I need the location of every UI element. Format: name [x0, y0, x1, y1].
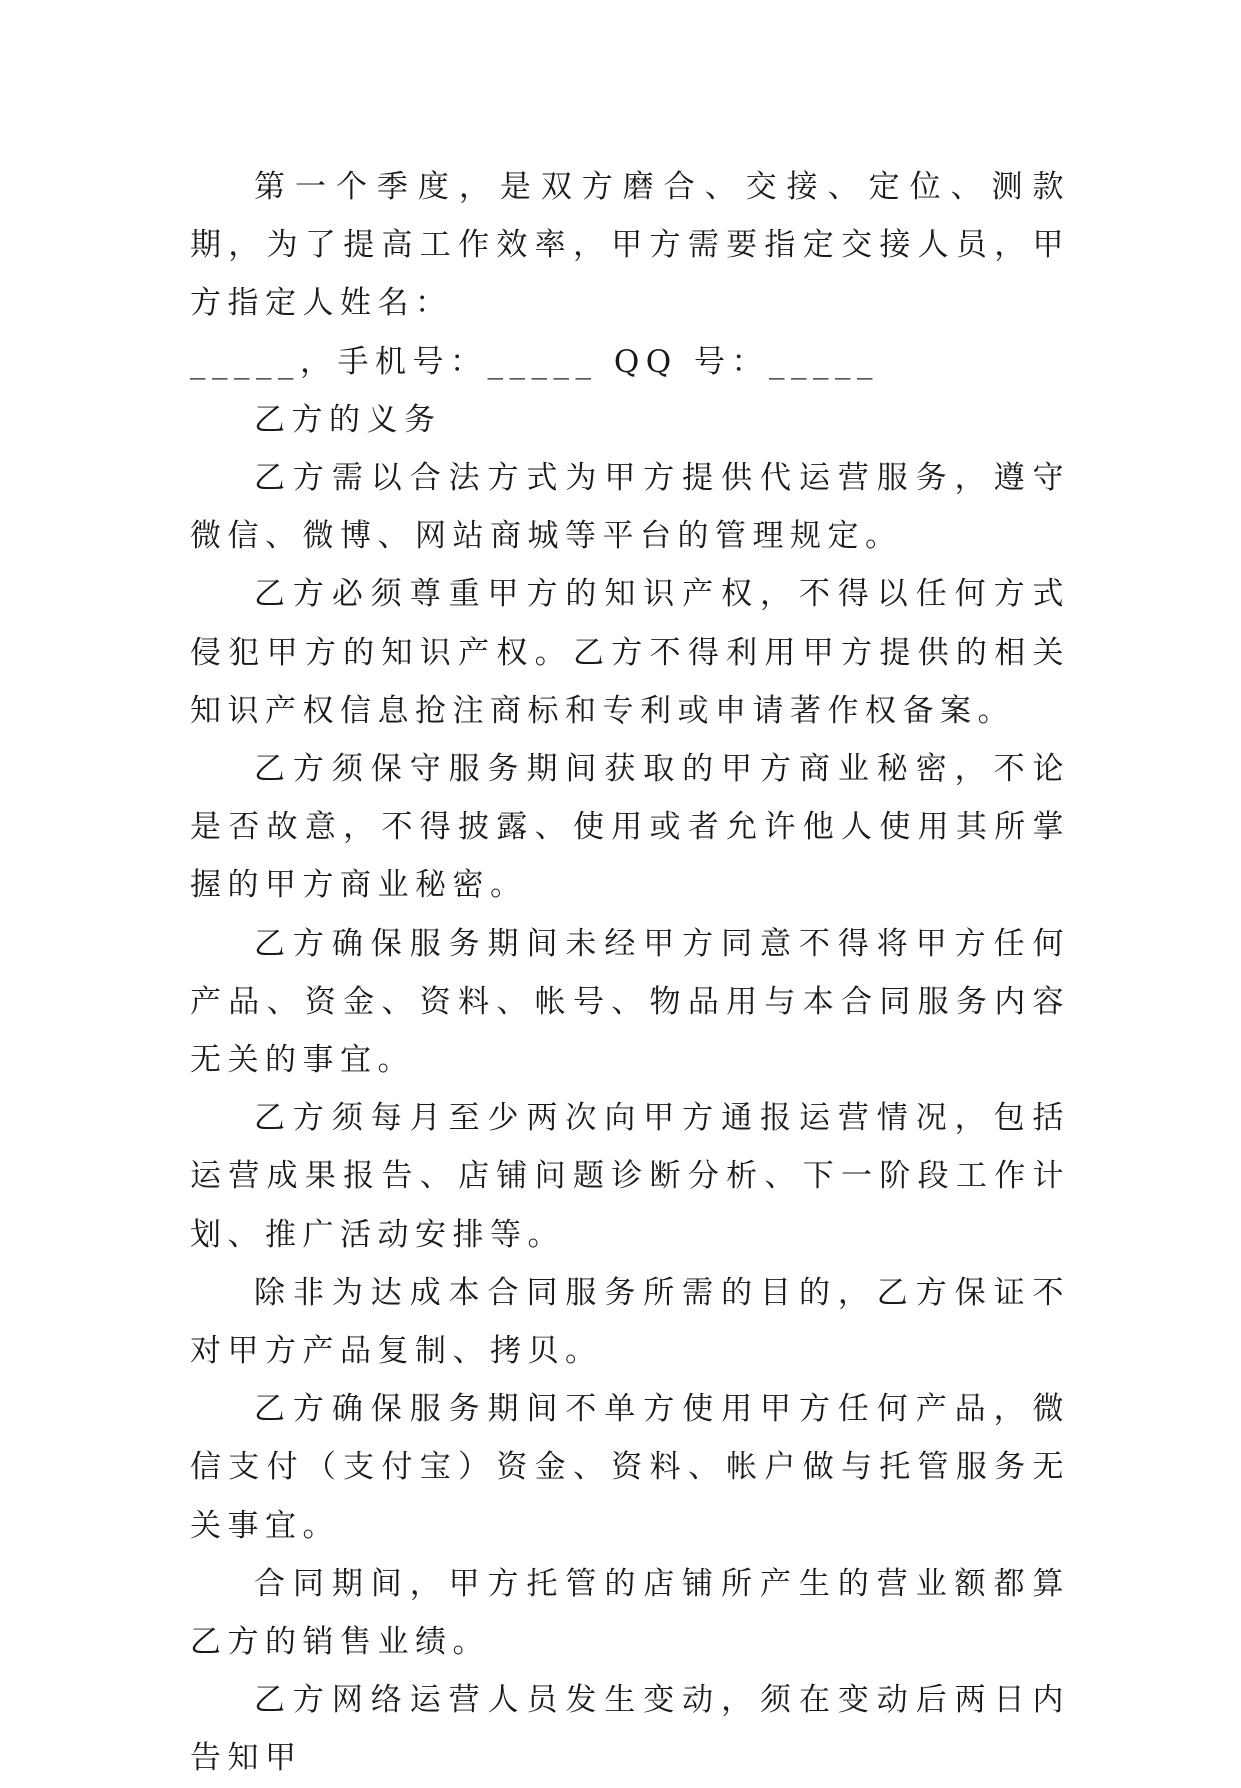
document-body: [190, 158, 1070, 1788]
text-line: 提高工作效率，甲方需要指定交接人员，甲方指定人姓名：: [190, 227, 1071, 322]
paragraph-no-unilateral-use: [190, 1380, 1070, 1555]
paragraph-intellectual-property: [190, 565, 1070, 740]
qq-label: QQ 号：: [613, 343, 770, 380]
text-line: 果报告、店铺问题诊断分析、下一阶段工作计划、推广活动: [190, 1158, 1071, 1253]
text-line: 意，不得披露、使用或者允许他人使用其所掌握的甲方商业: [190, 809, 1071, 904]
paragraph-monthly-report: [190, 1089, 1070, 1264]
text-line: 乙方确保服务期间不单方使用甲方任何产品，微信支付: [190, 1391, 1070, 1486]
paragraph-sales-performance: [190, 1555, 1070, 1671]
text-line: 安排等。: [415, 1216, 565, 1253]
text-line: 乙方确保服务期间未经甲方同意不得将甲方任何产品、: [190, 925, 1070, 1020]
text-line: 微博、网站商城等平台的管理规定。: [302, 518, 903, 555]
text-line: 乙方的义务: [254, 401, 442, 438]
text-line: 第一个季度，是双方磨合、交接、定位、测款期，为了: [190, 169, 1070, 264]
text-line: 秘密。: [415, 867, 528, 904]
text-line: 合同期间，甲方托管的店铺所产生的营业额都算乙方的: [190, 1565, 1070, 1661]
text-line: 资金、资料、帐号、物品用与本合同服务内容无关的事宜。: [190, 983, 1071, 1079]
phone-blank: _____: [487, 343, 598, 380]
text-line: 产品复制、拷贝。: [302, 1333, 603, 1370]
text-line: 乙方网络运营人员发生变动，须在变动后两日内告知甲: [190, 1682, 1070, 1777]
text-line: 销售业绩。: [302, 1624, 490, 1661]
paragraph-trade-secrets: [190, 740, 1070, 915]
phone-label: ，手机号：: [300, 343, 488, 380]
text-line: 除非为达成本合同服务所需的目的，乙方保证不对甲方: [190, 1274, 1070, 1370]
paragraph-legal-operation: [190, 449, 1070, 565]
section-heading-party-b-obligations: [190, 391, 1070, 449]
qq-blank: _____: [769, 343, 880, 380]
contact-line: [190, 333, 1070, 391]
text-line: 乙方必须尊重甲方的知识产权，不得以任何方式侵犯甲: [190, 576, 1070, 671]
text-line: 乙方需以合法方式为甲方提供代运营服务，遵守微信、: [190, 460, 1070, 555]
paragraph-no-unrelated-use: [190, 915, 1070, 1090]
name-blank: _____: [190, 343, 300, 380]
text-line: （支付宝）资金、资料、帐户做与托管服务无关事宜。: [190, 1449, 1071, 1544]
text-line: 抢注商标和专利或申请著作权备案。: [415, 692, 1015, 729]
paragraph-staff-change: [190, 1671, 1070, 1787]
text-line: 乙方须保守服务期间获取的甲方商业秘密，不论是否故: [190, 751, 1070, 846]
paragraph-first-quarter: [190, 158, 1070, 391]
paragraph-no-copying: [190, 1264, 1070, 1380]
text-line: 方的知识产权。乙方不得利用甲方提供的相关知识产权信息: [190, 634, 1071, 729]
text-line: 乙方须每月至少两次向甲方通报运营情况，包括运营成: [190, 1100, 1070, 1195]
